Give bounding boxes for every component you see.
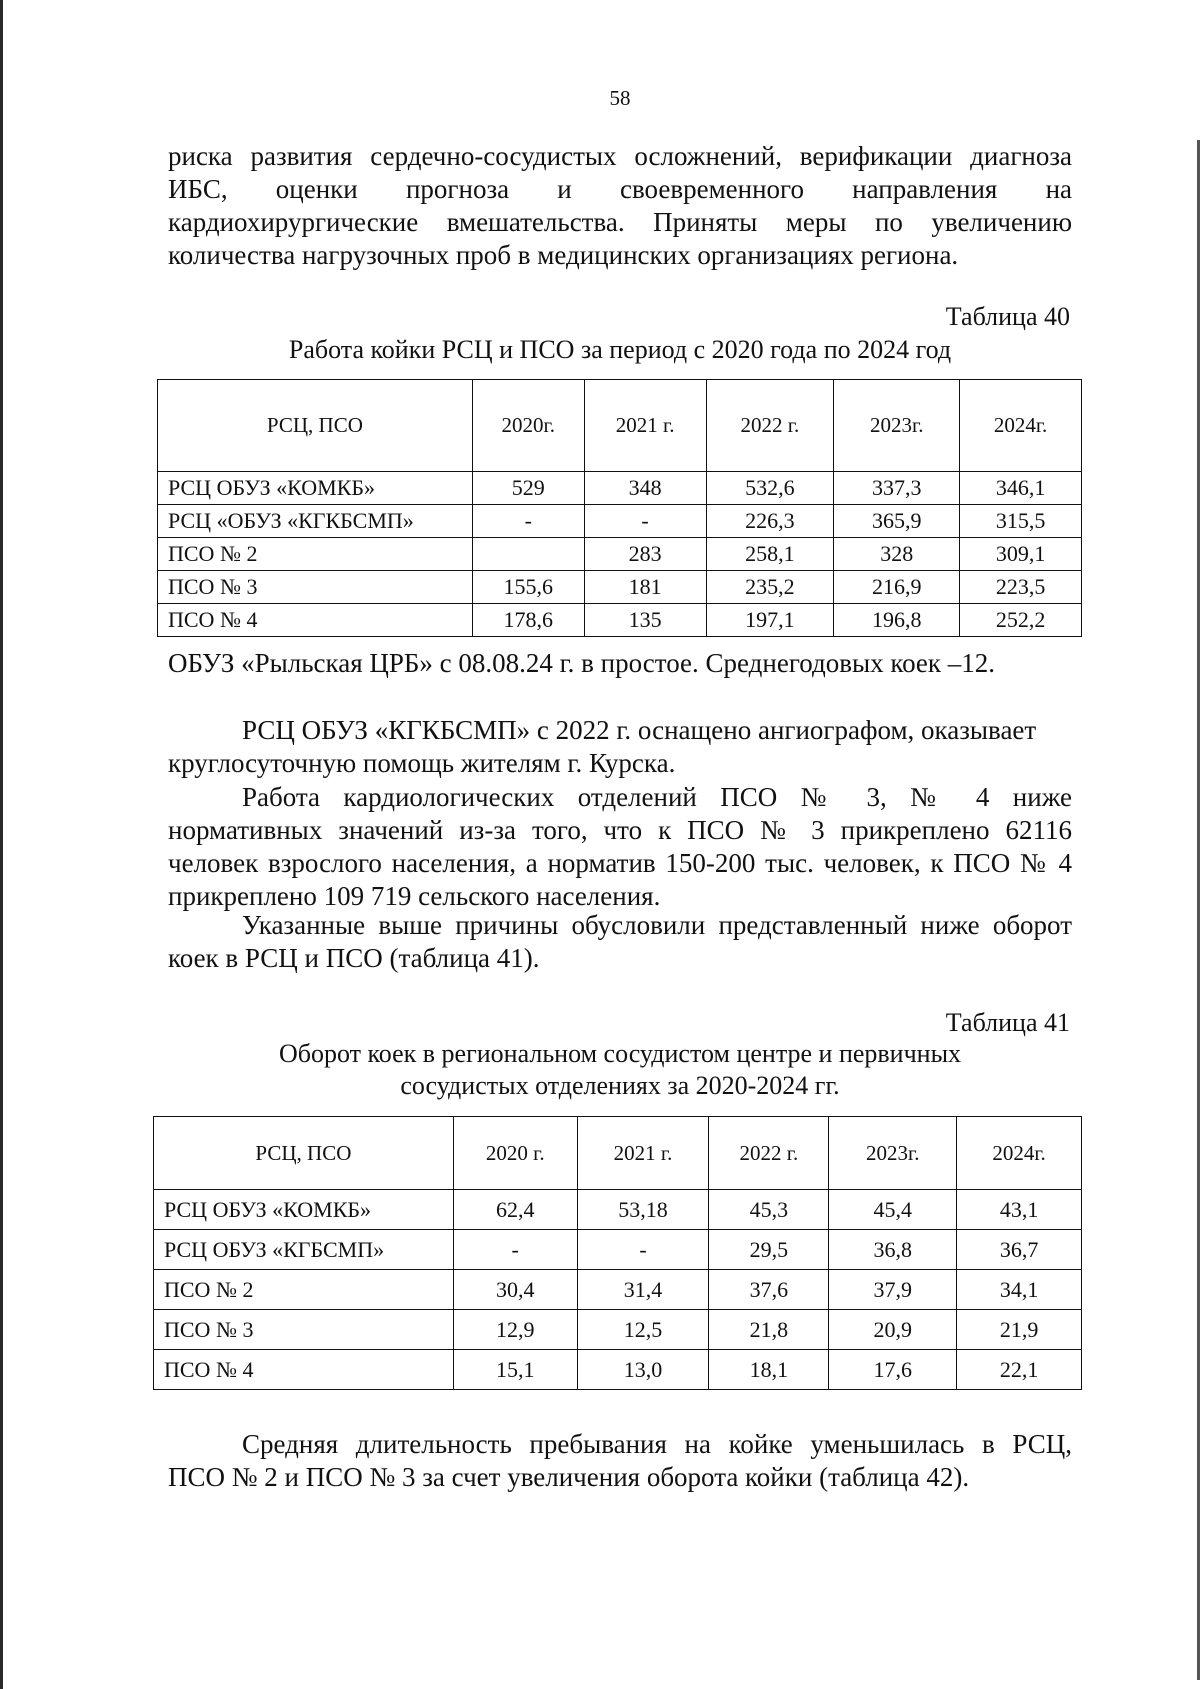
table-cell: 13,0	[577, 1350, 709, 1390]
paragraph-3	[168, 781, 1072, 913]
text-line: нормативных значений из-за того, что к ПСО № 3 прикреплено 62116	[168, 815, 1072, 845]
table-41-label: Таблица 41	[945, 1008, 1070, 1037]
column-header: 2024г.	[957, 1117, 1082, 1190]
column-header: 2021 г.	[584, 380, 706, 472]
text-line: Работа кардиологических отделений ПСО № 3, № 4 ниже	[242, 782, 1072, 812]
column-header: РСЦ, ПСО	[154, 1117, 454, 1190]
table-cell: 309,1	[960, 538, 1082, 571]
table-cell: 346,1	[960, 472, 1082, 505]
table-41	[153, 1116, 1082, 1390]
column-header: 2021 г.	[577, 1117, 709, 1190]
text-line: количества нагрузочных проб в медицинских организациях региона.	[168, 240, 959, 270]
intro-paragraph	[168, 140, 1072, 272]
table-cell: 36,8	[829, 1230, 957, 1270]
row-label: РСЦ ОБУЗ «КОМКБ»	[158, 472, 473, 505]
table-cell: 529	[472, 472, 584, 505]
text-line: ИБС, оценки прогноза и своевременного направления на	[168, 174, 1072, 204]
table-cell: 155,6	[472, 571, 584, 604]
table-cell: 328	[834, 538, 960, 571]
table-cell: 252,2	[960, 604, 1082, 637]
text-line: коек в РСЦ и ПСО (таблица 41).	[168, 943, 540, 973]
table-row	[158, 571, 1082, 604]
text-line: круглосуточную помощь жителям г. Курска.	[168, 748, 676, 778]
table-cell: 22,1	[957, 1350, 1082, 1390]
table-cell: 36,7	[957, 1230, 1082, 1270]
table-cell: 45,4	[829, 1190, 957, 1230]
table-41-title	[168, 1038, 1072, 1102]
table-40	[157, 379, 1082, 637]
paragraph-4	[168, 909, 1072, 975]
table-40-label: Таблица 40	[945, 302, 1070, 331]
table-cell: 532,6	[706, 472, 834, 505]
table-row	[158, 472, 1082, 505]
text-line: Указанные выше причины обусловили представленный ниже оборот	[242, 910, 1072, 940]
row-label: ПСО № 4	[154, 1350, 454, 1390]
table-cell: 21,9	[957, 1310, 1082, 1350]
table-cell: 21,8	[709, 1310, 829, 1350]
table-cell: 178,6	[472, 604, 584, 637]
table-40-title: Работа койки РСЦ и ПСО за период с 2020 года по 2024 год	[288, 335, 952, 364]
text-line: риска развития сердечно-сосудистых осложнений, верификации диагноза	[168, 141, 1072, 171]
table-cell: 337,3	[834, 472, 960, 505]
row-label: ПСО № 2	[154, 1270, 454, 1310]
text-line: человек взрослого населения, а норматив 150-200 тыс. человек, к ПСО № 4	[168, 848, 1072, 878]
column-header: 2020 г.	[453, 1117, 577, 1190]
page-number: 58	[609, 86, 631, 110]
column-header: 2020г.	[472, 380, 584, 472]
text-line: кардиохирургические вмешательства. Приняты меры по увеличению	[168, 207, 1072, 237]
table-row	[158, 505, 1082, 538]
column-header: 2024г.	[960, 380, 1082, 472]
table-cell: 29,5	[709, 1230, 829, 1270]
column-header: РСЦ, ПСО	[158, 380, 473, 472]
paragraph-2	[168, 714, 1072, 780]
table-cell: 226,3	[706, 505, 834, 538]
table-cell: 45,3	[709, 1190, 829, 1230]
column-header: 2022 г.	[709, 1117, 829, 1190]
row-label: РСЦ ОБУЗ «КГБСМП»	[154, 1230, 454, 1270]
title-line: сосудистых отделениях за 2020-2024 гг.	[400, 1071, 840, 1100]
table-cell: 12,9	[453, 1310, 577, 1350]
table-cell	[472, 538, 584, 571]
table-cell: 18,1	[709, 1350, 829, 1390]
table-cell: 62,4	[453, 1190, 577, 1230]
table-cell: 30,4	[453, 1270, 577, 1310]
text-line: РСЦ ОБУЗ «КГКБСМП» с 2022 г. оснащено ангиографом, оказывает	[242, 715, 1037, 745]
table-cell: 315,5	[960, 505, 1082, 538]
table-cell: 17,6	[829, 1350, 957, 1390]
table-row	[154, 1350, 1082, 1390]
table-cell: -	[584, 505, 706, 538]
title-line: Оборот коек в региональном сосудистом центре и первичных	[278, 1039, 962, 1068]
table-header-row	[154, 1117, 1082, 1190]
table-40-note: ОБУЗ «Рыльская ЦРБ» с 08.08.24 г. в простое. Среднегодовых коек –12.	[168, 648, 996, 678]
table-cell: 135	[584, 604, 706, 637]
table-row	[154, 1270, 1082, 1310]
table-cell: 181	[584, 571, 706, 604]
table-cell: 223,5	[960, 571, 1082, 604]
column-header: 2023г.	[834, 380, 960, 472]
table-cell: 37,6	[709, 1270, 829, 1310]
column-header: 2023г.	[829, 1117, 957, 1190]
table-cell: 37,9	[829, 1270, 957, 1310]
table-cell: 34,1	[957, 1270, 1082, 1310]
row-label: РСЦ «ОБУЗ «КГКБСМП»	[158, 505, 473, 538]
paragraph-5	[168, 1428, 1072, 1494]
table-cell: 197,1	[706, 604, 834, 637]
text-line: ПСО № 2 и ПСО № 3 за счет увеличения оборота койки (таблица 42).	[168, 1462, 970, 1492]
table-cell: 43,1	[957, 1190, 1082, 1230]
table-cell: 12,5	[577, 1310, 709, 1350]
row-label: ПСО № 3	[158, 571, 473, 604]
table-cell: 258,1	[706, 538, 834, 571]
table-cell: 216,9	[834, 571, 960, 604]
row-label: ПСО № 2	[158, 538, 473, 571]
row-label: ПСО № 3	[154, 1310, 454, 1350]
table-cell: 283	[584, 538, 706, 571]
table-row	[154, 1230, 1082, 1270]
table-cell: -	[577, 1230, 709, 1270]
table-row	[154, 1310, 1082, 1350]
text-line: прикреплено 109 719 сельского населения.	[168, 881, 661, 911]
table-row	[154, 1190, 1082, 1230]
table-cell: 20,9	[829, 1310, 957, 1350]
row-label: РСЦ ОБУЗ «КОМКБ»	[154, 1190, 454, 1230]
table-cell: 31,4	[577, 1270, 709, 1310]
table-cell: 196,8	[834, 604, 960, 637]
table-row	[158, 604, 1082, 637]
table-cell: -	[453, 1230, 577, 1270]
table-cell: 348	[584, 472, 706, 505]
table-cell: 53,18	[577, 1190, 709, 1230]
table-cell: -	[472, 505, 584, 538]
table-row	[158, 538, 1082, 571]
text-line: Средняя длительность пребывания на койке уменьшилась в РСЦ,	[242, 1429, 1072, 1459]
table-cell: 235,2	[706, 571, 834, 604]
table-header-row	[158, 380, 1082, 472]
row-label: ПСО № 4	[158, 604, 473, 637]
table-cell: 15,1	[453, 1350, 577, 1390]
column-header: 2022 г.	[706, 380, 834, 472]
table-cell: 365,9	[834, 505, 960, 538]
